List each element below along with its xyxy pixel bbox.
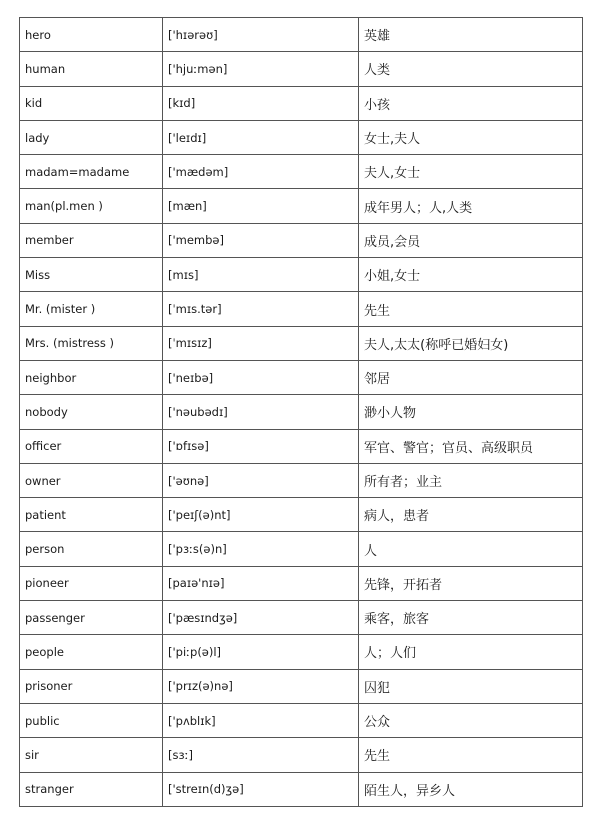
meaning-cell: 所有者；业主 (359, 463, 583, 497)
word-cell: nobody (20, 395, 163, 429)
vocabulary-table (19, 17, 583, 807)
phonetic-cell: ['neɪbə] (163, 360, 359, 394)
word-cell: Miss (20, 258, 163, 292)
word-cell: neighbor (20, 360, 163, 394)
meaning-cell: 陌生人，异乡人 (359, 772, 583, 806)
meaning-cell: 人；人们 (359, 635, 583, 669)
meaning-cell: 小孩 (359, 86, 583, 120)
phonetic-cell: ['pʌblɪk] (163, 703, 359, 737)
meaning-cell: 夫人,女士 (359, 155, 583, 189)
phonetic-cell: ['prɪz(ə)nə] (163, 669, 359, 703)
table-row (20, 566, 583, 600)
meaning-cell: 公众 (359, 703, 583, 737)
phonetic-cell: ['hjuːmən] (163, 52, 359, 86)
meaning-cell: 夫人,太太(称呼已婚妇女) (359, 326, 583, 360)
phonetic-cell: ['pɜːs(ə)n] (163, 532, 359, 566)
meaning-cell: 人类 (359, 52, 583, 86)
meaning-cell: 先生 (359, 292, 583, 326)
phonetic-cell: [kɪd] (163, 86, 359, 120)
word-cell: Mr. (mister ) (20, 292, 163, 326)
meaning-cell: 成年男人；人,人类 (359, 189, 583, 223)
phonetic-cell: [paɪə'nɪə] (163, 566, 359, 600)
phonetic-cell: [mɪs] (163, 258, 359, 292)
word-cell: pioneer (20, 566, 163, 600)
meaning-cell: 英雄 (359, 18, 583, 52)
meaning-cell: 军官、警官；官员、高级职员 (359, 429, 583, 463)
table-row (20, 635, 583, 669)
table-row (20, 258, 583, 292)
phonetic-cell: ['əʊnə] (163, 463, 359, 497)
word-cell: person (20, 532, 163, 566)
phonetic-cell: ['nəubədɪ] (163, 395, 359, 429)
table-row (20, 52, 583, 86)
meaning-cell: 囚犯 (359, 669, 583, 703)
table-row (20, 703, 583, 737)
table-row (20, 669, 583, 703)
word-cell: human (20, 52, 163, 86)
word-cell: kid (20, 86, 163, 120)
word-cell: hero (20, 18, 163, 52)
vocabulary-table-body (20, 18, 583, 807)
word-cell: patient (20, 498, 163, 532)
table-row (20, 429, 583, 463)
table-row (20, 463, 583, 497)
table-row (20, 326, 583, 360)
phonetic-cell: ['hɪərəʊ] (163, 18, 359, 52)
phonetic-cell: ['leɪdɪ] (163, 120, 359, 154)
table-row (20, 498, 583, 532)
meaning-cell: 乘客，旅客 (359, 601, 583, 635)
word-cell: people (20, 635, 163, 669)
word-cell: officer (20, 429, 163, 463)
phonetic-cell: ['piːp(ə)l] (163, 635, 359, 669)
table-row (20, 532, 583, 566)
phonetic-cell: [ˈmɪsɪz] (163, 326, 359, 360)
phonetic-cell: [ˈmɪs.tər] (163, 292, 359, 326)
table-row (20, 738, 583, 772)
table-row (20, 86, 583, 120)
meaning-cell: 病人，患者 (359, 498, 583, 532)
phonetic-cell: ['ɒfɪsə] (163, 429, 359, 463)
phonetic-cell: ['peɪʃ(ə)nt] (163, 498, 359, 532)
meaning-cell: 人 (359, 532, 583, 566)
word-cell: madam=madame (20, 155, 163, 189)
table-row (20, 360, 583, 394)
table-row (20, 395, 583, 429)
word-cell: public (20, 703, 163, 737)
phonetic-cell: ['streɪn(d)ʒə] (163, 772, 359, 806)
word-cell: prisoner (20, 669, 163, 703)
table-row (20, 120, 583, 154)
table-row (20, 223, 583, 257)
word-cell: owner (20, 463, 163, 497)
phonetic-cell: [mæn] (163, 189, 359, 223)
word-cell: passenger (20, 601, 163, 635)
meaning-cell: 女士,夫人 (359, 120, 583, 154)
table-row (20, 772, 583, 806)
table-row (20, 189, 583, 223)
word-cell: member (20, 223, 163, 257)
table-row (20, 292, 583, 326)
meaning-cell: 先锋，开拓者 (359, 566, 583, 600)
meaning-cell: 小姐,女士 (359, 258, 583, 292)
table-row (20, 18, 583, 52)
meaning-cell: 先生 (359, 738, 583, 772)
phonetic-cell: ['mædəm] (163, 155, 359, 189)
word-cell: lady (20, 120, 163, 154)
meaning-cell: 渺小人物 (359, 395, 583, 429)
phonetic-cell: [sɜː] (163, 738, 359, 772)
meaning-cell: 成员,会员 (359, 223, 583, 257)
word-cell: stranger (20, 772, 163, 806)
word-cell: sir (20, 738, 163, 772)
table-row (20, 601, 583, 635)
phonetic-cell: ['pæsɪndʒə] (163, 601, 359, 635)
phonetic-cell: ['membə] (163, 223, 359, 257)
word-cell: Mrs. (mistress ) (20, 326, 163, 360)
table-row (20, 155, 583, 189)
word-cell: man(pl.men ) (20, 189, 163, 223)
meaning-cell: 邻居 (359, 360, 583, 394)
